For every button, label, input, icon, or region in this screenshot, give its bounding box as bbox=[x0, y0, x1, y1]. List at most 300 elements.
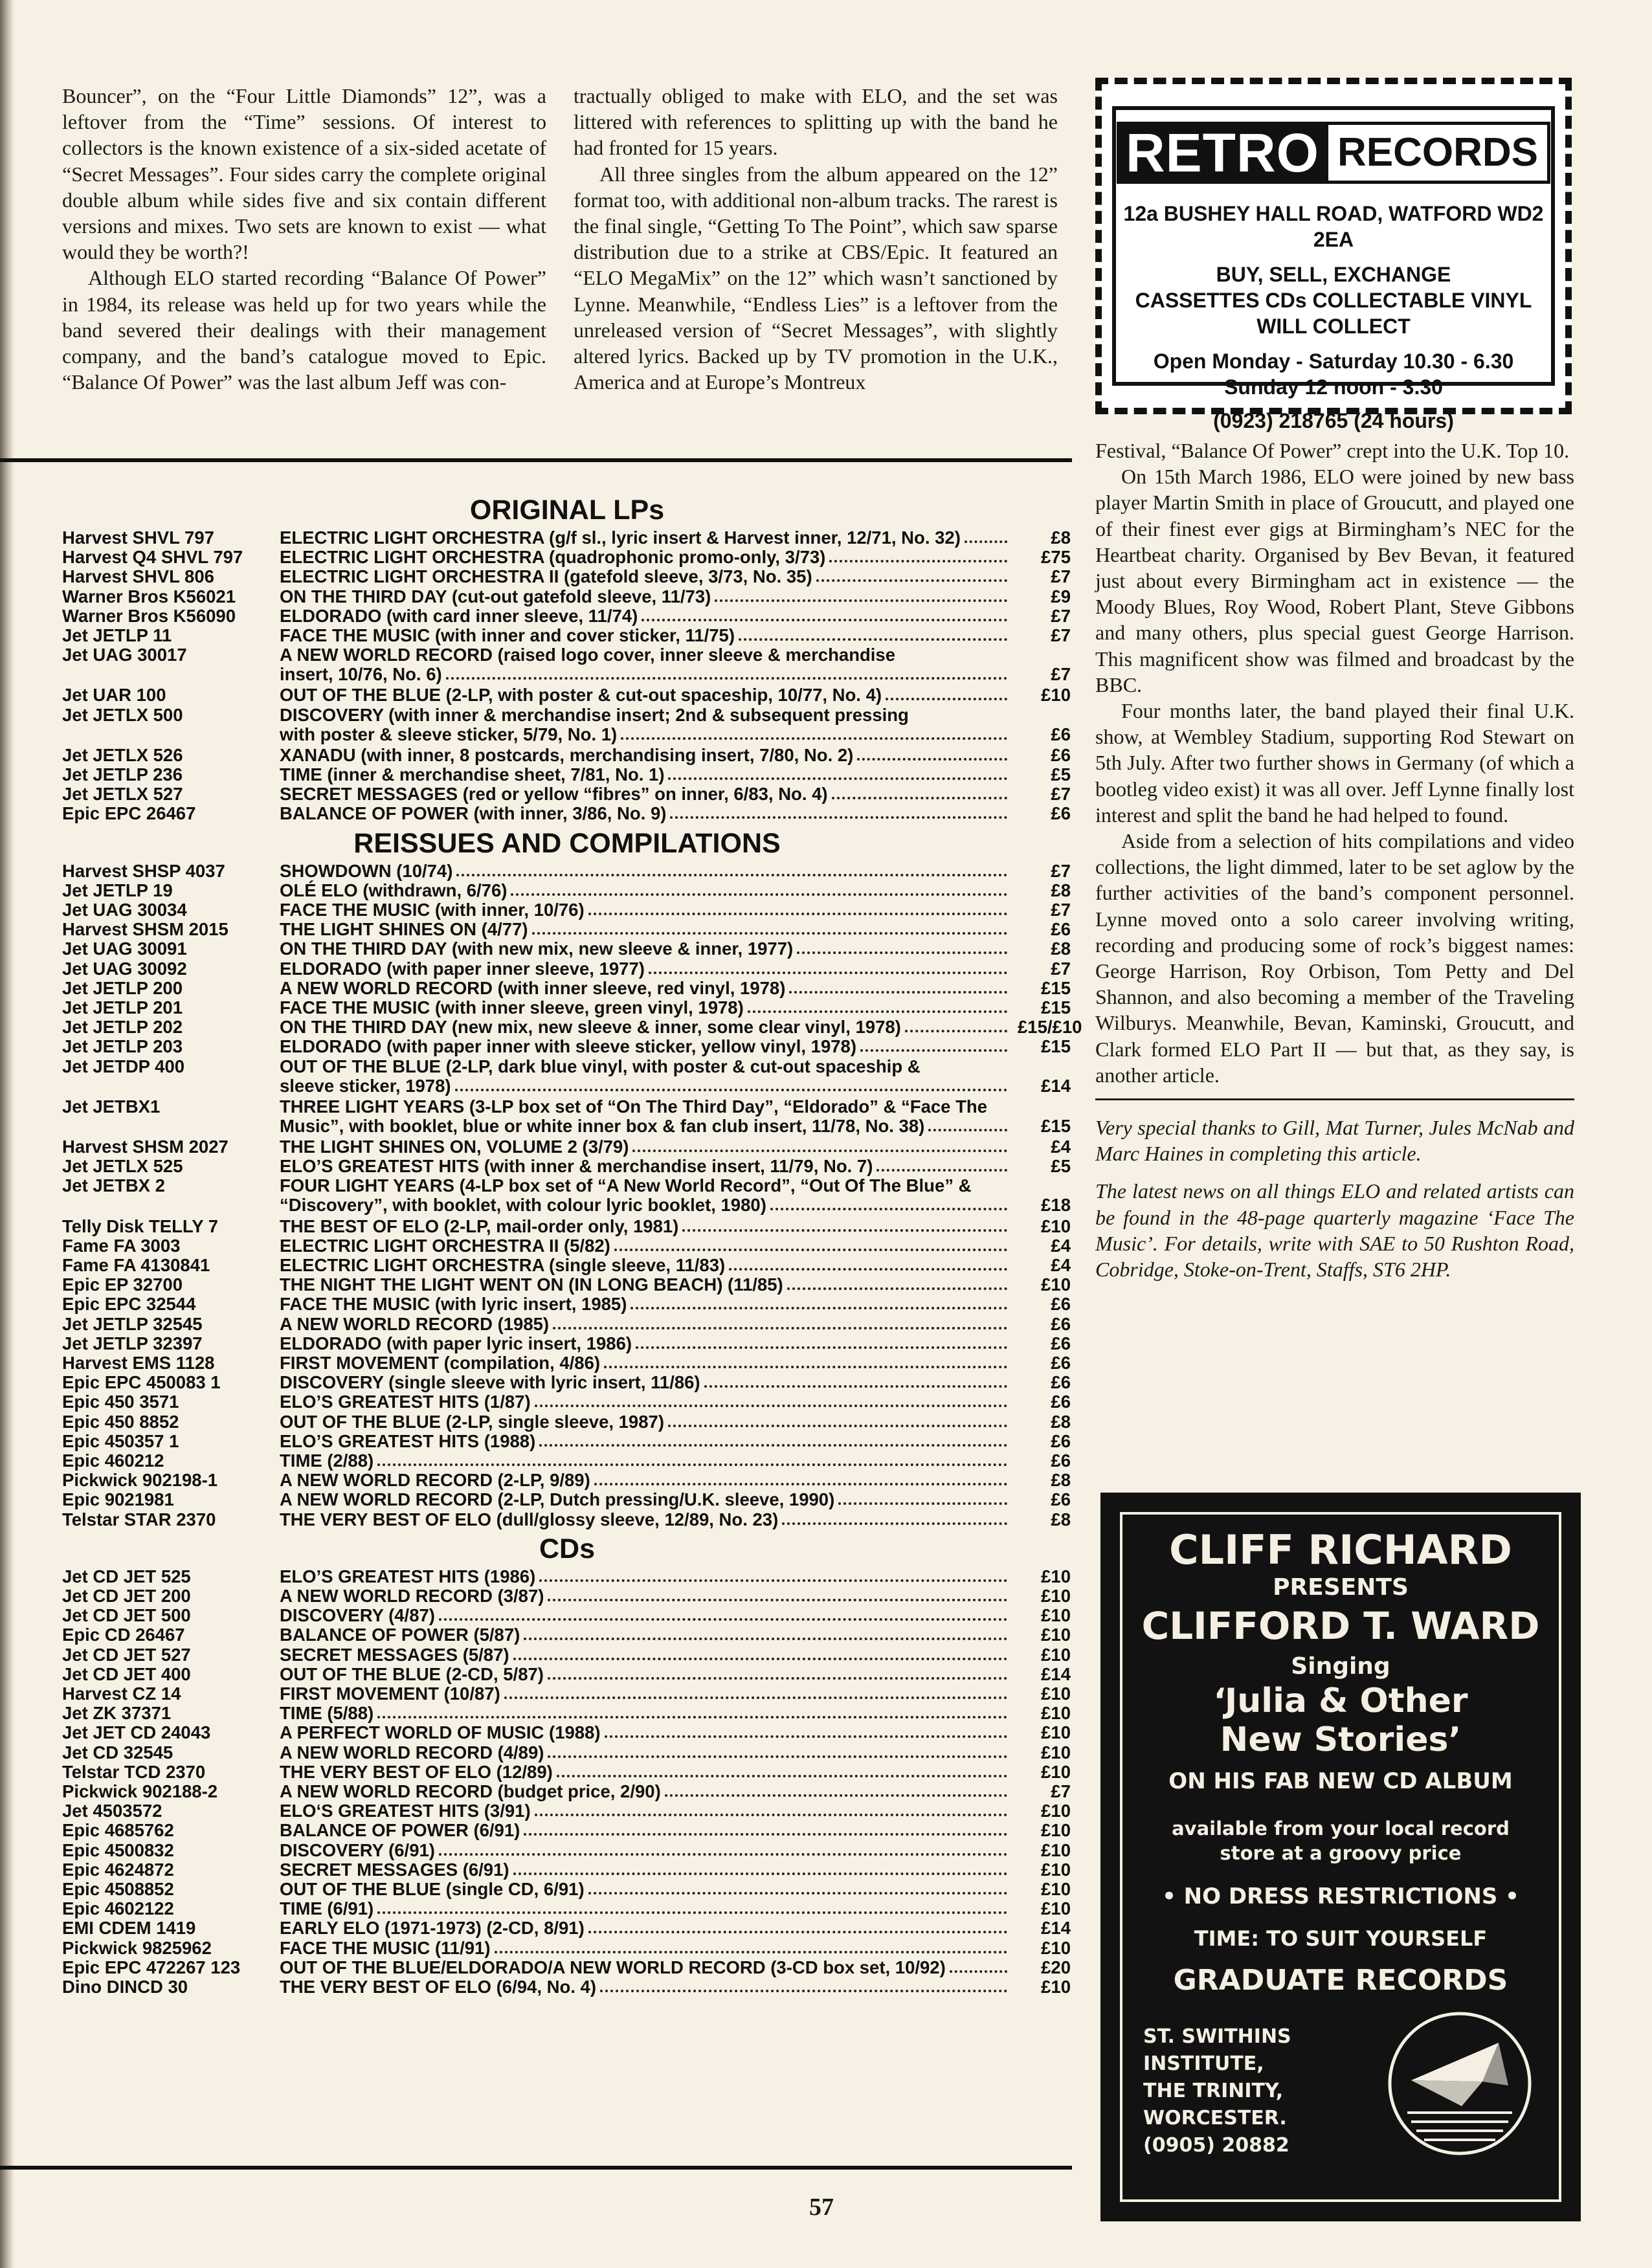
release-description bbox=[280, 528, 1011, 548]
release-title: SECRET MESSAGES (red or yellow “fibres” on inner, 6/83, No. 4) bbox=[280, 784, 828, 805]
price: £18 bbox=[1041, 1195, 1071, 1216]
release-title: TIME (inner & merchandise sheet, 7/81, No. 1) bbox=[280, 764, 665, 784]
fanzine-note: The latest news on all things ELO and related artists can be found in the 48-page quarterly magazine ‘Face The Music’. For details, write with SAE to 50 Rushton Road, Cobridge, Stoke-on-Trent, Staffs, ST6 2HP. bbox=[1095, 1179, 1574, 1282]
dot-leader bbox=[557, 1775, 1007, 1777]
dot-leader bbox=[539, 1444, 1007, 1447]
ad-time: TIME: TO SUIT YOURSELF bbox=[1194, 1926, 1488, 1951]
catalogue-number: Jet CD JET 525 bbox=[62, 1566, 191, 1586]
catalogue-number: Epic EP 32700 bbox=[62, 1274, 183, 1295]
price: £10 bbox=[1041, 1722, 1071, 1743]
release-description bbox=[280, 1451, 1011, 1471]
release-title: OUT OF THE BLUE/ELDORADO/A NEW WORLD RECORD (3-CD box set, 10/92) bbox=[280, 1957, 946, 1977]
price: £10 bbox=[1041, 1605, 1071, 1626]
ad-artist: CLIFFORD T. WARD bbox=[1141, 1604, 1540, 1648]
release-description bbox=[280, 1490, 1011, 1509]
price: £15 bbox=[1041, 997, 1071, 1017]
dot-leader bbox=[535, 1814, 1007, 1816]
price: £10 bbox=[1041, 1703, 1071, 1724]
catalogue-number: Epic CD 26467 bbox=[62, 1625, 185, 1645]
ad-details bbox=[1116, 201, 1551, 434]
release-description bbox=[280, 1017, 1011, 1037]
ad-availability: store at a groovy price bbox=[1220, 1842, 1462, 1864]
price: £6 bbox=[1051, 1489, 1071, 1510]
price: £14 bbox=[1041, 1663, 1071, 1684]
release-description bbox=[280, 548, 1011, 567]
dot-leader bbox=[668, 1425, 1007, 1427]
price: £4 bbox=[1051, 1137, 1071, 1157]
dot-leader bbox=[668, 777, 1007, 780]
catalogue-number: Dino DINCD 30 bbox=[62, 1977, 188, 1997]
release-title: ELECTRIC LIGHT ORCHESTRA (quadrophonic promo-only, 3/73) bbox=[280, 547, 826, 568]
dot-leader bbox=[605, 1735, 1007, 1738]
release-description bbox=[280, 765, 1011, 784]
dot-leader bbox=[377, 1463, 1007, 1466]
catalogue-number: EMI CDEM 1419 bbox=[62, 1918, 196, 1939]
release-description bbox=[280, 1801, 1011, 1821]
catalogue-number: Jet ZK 37371 bbox=[62, 1703, 172, 1724]
dot-leader bbox=[704, 1385, 1007, 1388]
dot-leader bbox=[548, 1599, 1007, 1601]
release-description bbox=[280, 1880, 1011, 1899]
release-title: THREE LIGHT YEARS (3-LP box set of “On The Third Day”, “Eldorado” & “Face The bbox=[280, 1096, 988, 1117]
dot-leader bbox=[670, 816, 1007, 819]
article-paragraph: Festival, “Balance Of Power” crept into the U.K. Top 10. bbox=[1095, 439, 1570, 462]
release-title: ELDORADO (with card inner sleeve, 11/74) bbox=[280, 605, 638, 626]
catalogue-number: Jet JETLX 500 bbox=[62, 704, 183, 725]
price: £7 bbox=[1051, 958, 1071, 979]
dot-leader bbox=[513, 1873, 1007, 1875]
release-details: Music”, with booklet, blue or white inner box & fan club insert, 11/78, No. 38) bbox=[280, 1115, 925, 1136]
binding-shadow bbox=[0, 0, 14, 2268]
catalogue-number: Jet UAR 100 bbox=[62, 685, 166, 706]
release-title: FACE THE MUSIC (with inner and cover sticker, 11/75) bbox=[280, 625, 735, 645]
section-heading: ORIGINAL LPs bbox=[469, 495, 665, 526]
price: £10 bbox=[1041, 1937, 1071, 1958]
retro-logo bbox=[1116, 122, 1551, 184]
price: £15 bbox=[1041, 1115, 1071, 1136]
release-description bbox=[280, 1353, 1011, 1373]
catalogue-number: Harvest SHVL 797 bbox=[62, 528, 214, 548]
section-rule bbox=[0, 458, 1072, 462]
catalogue-number: Epic 9021981 bbox=[62, 1489, 174, 1510]
catalogue-number: Epic 4602122 bbox=[62, 1898, 174, 1919]
release-title: FACE THE MUSIC (with inner sleeve, green vinyl, 1978) bbox=[280, 997, 744, 1017]
ad-phone: (0923) 218765 (24 hours) bbox=[1213, 409, 1454, 432]
price: £14 bbox=[1041, 1918, 1071, 1939]
article-paragraph: Bouncer”, on the “Four Little Diamonds” 12”, was a leftover from the “Time” sessions. Of interest to collectors is the known existence of a six-sided acetate of “Secret Messages”. Four sides carry the complete original double album while sides five and six contain different versions and mixes. Two sets are known to exist — what would they be worth?! bbox=[62, 84, 546, 264]
release-description bbox=[280, 1684, 1011, 1704]
article-paragraph: On 15th March 1986, ELO were joined by new bass player Martin Smith in place of Groucutt, and played one of their finest ever gigs at Birmingham’s NEC for the Heartbeat charity. Organised by Bev Bevan, it featured just about every Birmingham act in existence — the Moody Blues, Roy Wood, Robert Plant, Steve Gibbons and many others, plus special guest George Harrison. This magnificent show was filmed and broadcast by the BBC. bbox=[1095, 465, 1574, 696]
address-line: ST. SWITHINS bbox=[1143, 2025, 1291, 2048]
release-description bbox=[280, 1899, 1011, 1918]
dot-leader bbox=[511, 893, 1007, 896]
article-column-3 bbox=[1095, 438, 1574, 1294]
release-title: OUT OF THE BLUE (2-CD, 5/87) bbox=[280, 1663, 544, 1684]
price: £6 bbox=[1051, 1294, 1071, 1315]
catalogue-number: Jet JETLP 200 bbox=[62, 977, 183, 998]
release-description bbox=[280, 998, 1011, 1017]
price: £6 bbox=[1051, 1372, 1071, 1393]
ad-singing: Singing bbox=[1291, 1653, 1390, 1680]
release-description bbox=[280, 626, 1011, 645]
dot-leader bbox=[614, 1249, 1007, 1251]
price: £8 bbox=[1051, 1470, 1071, 1491]
catalogue-number: Jet JETLP 11 bbox=[62, 625, 172, 645]
catalogue-number: Epic 4624872 bbox=[62, 1859, 174, 1880]
ad-address bbox=[1143, 2023, 1291, 2159]
release-description bbox=[280, 685, 1011, 705]
catalogue-number: Jet JETLP 32545 bbox=[62, 1313, 203, 1334]
release-title: ELECTRIC LIGHT ORCHESTRA (g/f sl., lyric insert & Harvest inner, 12/71, No. 32) bbox=[280, 528, 961, 548]
price: £6 bbox=[1051, 1313, 1071, 1334]
catalogue-number: Pickwick 902198-1 bbox=[62, 1470, 218, 1491]
catalogue-number: Epic 4508852 bbox=[62, 1879, 174, 1899]
bottom-rule bbox=[0, 2166, 1072, 2170]
dot-leader bbox=[770, 1208, 1007, 1210]
ad-presents: PRESENTS bbox=[1273, 1574, 1409, 1601]
ad-album-note: ON HIS FAB NEW CD ALBUM bbox=[1168, 1768, 1513, 1794]
catalogue-number: Pickwick 9825962 bbox=[62, 1937, 212, 1958]
price: £14 bbox=[1041, 1075, 1071, 1096]
cliff-richard-ad bbox=[1100, 1493, 1581, 2221]
ad-headline: CLIFF RICHARD bbox=[1169, 1526, 1512, 1573]
price: £10 bbox=[1041, 1840, 1071, 1860]
release-title: A NEW WORLD RECORD (2-LP, Dutch pressing/U.K. sleeve, 1990) bbox=[280, 1489, 835, 1510]
dot-leader bbox=[965, 540, 1007, 543]
article-paragraph: All three singles from the album appeared on the 12” format too, with additional non-album tracks. The rarest is the final single, “Getting To The Point”, which saw sparse distribution due to a strike at CBS/Epic. It featured an “ELO MegaMix” on the 12” which wasn’t sanctioned by Lynne. Meanwhile, “Endless Lies” is a leftover from the unreleased version of “Secret Messages”, with slightly altered lyrics. Backed up by TV promotion in the U.K., America and at Europe’s Montreux bbox=[574, 162, 1058, 394]
release-description bbox=[280, 1315, 1011, 1334]
release-description bbox=[280, 1373, 1011, 1392]
release-title: BALANCE OF POWER (with inner, 3/86, No. 9) bbox=[280, 803, 667, 824]
release-description bbox=[280, 1782, 1011, 1801]
release-title: THE LIGHT SHINES ON (4/77) bbox=[280, 919, 528, 940]
release-title: FIRST MOVEMENT (10/87) bbox=[280, 1684, 500, 1704]
dot-leader bbox=[682, 1229, 1007, 1232]
dot-leader bbox=[876, 1169, 1007, 1172]
release-title: THE VERY BEST OF ELO (12/89) bbox=[280, 1761, 553, 1782]
release-title: ELO’S GREATEST HITS (1/87) bbox=[280, 1392, 531, 1412]
price: £7 bbox=[1051, 625, 1071, 645]
address-line: THE TRINITY, bbox=[1143, 2080, 1284, 2102]
price: £6 bbox=[1051, 1451, 1071, 1471]
catalogue-number: Warner Bros K56090 bbox=[62, 605, 236, 626]
catalogue-number: Jet JETDP 400 bbox=[62, 1056, 185, 1076]
dot-leader bbox=[439, 1853, 1007, 1856]
release-title: OLÉ ELO (withdrawn, 6/76) bbox=[280, 880, 508, 900]
catalogue-number: Epic EPC 26467 bbox=[62, 803, 196, 824]
dot-leader bbox=[782, 1522, 1007, 1525]
release-title: FIRST MOVEMENT (compilation, 4/86) bbox=[280, 1353, 601, 1373]
release-title: ELDORADO (with paper lyric insert, 1986) bbox=[280, 1333, 632, 1353]
dot-leader bbox=[446, 677, 1007, 680]
dot-leader bbox=[797, 951, 1007, 954]
price: £6 bbox=[1051, 744, 1071, 765]
dot-leader bbox=[604, 1366, 1007, 1368]
dot-leader bbox=[548, 1755, 1007, 1758]
release-title: THE VERY BEST OF ELO (dull/glossy sleeve, 12/89, No. 23) bbox=[280, 1509, 779, 1529]
catalogue-number: Jet CD JET 500 bbox=[62, 1605, 191, 1626]
price: £7 bbox=[1051, 605, 1071, 626]
dot-leader bbox=[748, 1010, 1007, 1013]
release-description bbox=[280, 1137, 1011, 1157]
release-title: A NEW WORLD RECORD (4/89) bbox=[280, 1742, 544, 1762]
price: £9 bbox=[1051, 586, 1071, 606]
release-title: BALANCE OF POWER (6/91) bbox=[280, 1820, 520, 1841]
release-description bbox=[280, 1723, 1011, 1742]
price: £6 bbox=[1051, 724, 1071, 744]
catalogue-number: Epic 450 8852 bbox=[62, 1411, 179, 1432]
release-description bbox=[280, 1334, 1011, 1353]
dot-leader bbox=[513, 1658, 1007, 1660]
release-title: TIME (5/88) bbox=[280, 1703, 374, 1724]
dot-leader bbox=[860, 1049, 1007, 1052]
release-title: A NEW WORLD RECORD (2-LP, 9/89) bbox=[280, 1470, 590, 1491]
credits bbox=[1095, 1115, 1574, 1282]
catalogue-number: Jet 4503572 bbox=[62, 1801, 162, 1821]
catalogue-number: Jet JETLP 201 bbox=[62, 997, 183, 1017]
release-details: with poster & sleeve sticker, 5/79, No. 1) bbox=[280, 724, 618, 744]
release-title: SECRET MESSAGES (6/91) bbox=[280, 1859, 509, 1880]
dot-leader bbox=[642, 619, 1007, 621]
article-paragraph: Although ELO started recording “Balance Of Power” in 1984, its release was held up for two years while the band severed their dealings with their management company, and the band’s catalogue moved to Epic. “Balance Of Power” was the last album Jeff was con- bbox=[62, 266, 546, 394]
catalogue-number: Jet JETLP 203 bbox=[62, 1036, 183, 1057]
catalogue-number: Pickwick 902188-2 bbox=[62, 1781, 218, 1801]
release-title: FACE THE MUSIC (with inner, 10/76) bbox=[280, 900, 585, 920]
dot-leader bbox=[504, 1696, 1007, 1699]
price: £10 bbox=[1041, 1801, 1071, 1821]
article-column-1 bbox=[62, 83, 546, 395]
dot-leader bbox=[950, 1970, 1007, 1973]
release-description bbox=[280, 1392, 1011, 1412]
release-description bbox=[280, 1939, 1011, 1958]
release-title: ELO’S GREATEST HITS (with inner & merchandise insert, 11/79, No. 7) bbox=[280, 1156, 873, 1177]
catalogue-number: Jet UAG 30092 bbox=[62, 958, 187, 979]
price: £10 bbox=[1041, 1820, 1071, 1841]
catalogue-number: Epic 4500832 bbox=[62, 1840, 174, 1860]
dot-leader bbox=[524, 1638, 1007, 1640]
catalogue-number: Telstar TCD 2370 bbox=[62, 1761, 206, 1782]
price: £10 bbox=[1041, 1216, 1071, 1236]
catalogue-number: Jet CD JET 200 bbox=[62, 1586, 191, 1606]
dot-leader bbox=[729, 1268, 1007, 1271]
address-line: WORCESTER. bbox=[1143, 2107, 1287, 2129]
release-title: ELO‘S GREATEST HITS (3/91) bbox=[280, 1801, 531, 1821]
dot-leader bbox=[832, 797, 1007, 799]
release-title: FOUR LIGHT YEARS (4-LP box set of “A New World Record”, “Out Of The Blue” & bbox=[280, 1175, 972, 1196]
release-title: ELDORADO (with paper inner sleeve, 1977) bbox=[280, 958, 645, 979]
dot-leader bbox=[439, 1618, 1007, 1621]
price: £8 bbox=[1051, 1509, 1071, 1529]
release-title: ELO’S GREATEST HITS (1986) bbox=[280, 1566, 536, 1586]
dot-leader bbox=[857, 758, 1007, 761]
logo-records: RECORDS bbox=[1328, 122, 1550, 184]
price: £8 bbox=[1051, 880, 1071, 900]
catalogue-number: Epic 4685762 bbox=[62, 1820, 174, 1841]
release-title: FACE THE MUSIC (11/91) bbox=[280, 1937, 491, 1958]
price: £10 bbox=[1041, 1644, 1071, 1665]
ad-availability: available from your local record bbox=[1172, 1818, 1510, 1840]
release-description bbox=[280, 1762, 1011, 1782]
release-title: ELECTRIC LIGHT ORCHESTRA (single sleeve, 11/83) bbox=[280, 1255, 726, 1275]
release-title: A PERFECT WORLD OF MUSIC (1988) bbox=[280, 1722, 601, 1743]
price: £4 bbox=[1051, 1235, 1071, 1256]
release-description bbox=[280, 746, 1011, 765]
price: £8 bbox=[1051, 1411, 1071, 1432]
release-description bbox=[280, 1625, 1011, 1645]
price: £15/£10 bbox=[1018, 1017, 1082, 1038]
release-title: ELECTRIC LIGHT ORCHESTRA II (5/82) bbox=[280, 1235, 610, 1256]
release-title: DISCOVERY (single sleeve with lyric insert, 11/86) bbox=[280, 1372, 700, 1393]
release-description bbox=[280, 784, 1011, 804]
dot-leader bbox=[455, 1089, 1007, 1091]
release-title: EARLY ELO (1971-1973) (2-CD, 8/91) bbox=[280, 1918, 585, 1939]
price: £20 bbox=[1041, 1957, 1071, 1977]
dot-leader bbox=[739, 638, 1007, 641]
dot-leader bbox=[588, 913, 1007, 915]
release-title: ON THE THIRD DAY (with new mix, new sleeve & inner, 1977) bbox=[280, 939, 794, 959]
dot-leader bbox=[636, 1346, 1007, 1349]
price: £5 bbox=[1051, 1156, 1071, 1177]
ad-line: WILL COLLECT bbox=[1256, 315, 1411, 338]
release-description bbox=[280, 1567, 1011, 1586]
ad-line: CASSETTES CDs COLLECTABLE VINYL bbox=[1135, 289, 1532, 312]
release-description bbox=[280, 939, 1011, 959]
release-title: SHOWDOWN (10/74) bbox=[280, 860, 453, 881]
release-description bbox=[280, 1157, 1011, 1176]
dot-leader bbox=[377, 1716, 1007, 1718]
dot-leader bbox=[456, 874, 1007, 876]
catalogue-number: Fame FA 3003 bbox=[62, 1235, 181, 1256]
dot-leader bbox=[532, 932, 1007, 935]
release-description bbox=[280, 1665, 1011, 1684]
release-description bbox=[280, 1606, 1011, 1625]
graduate-records-logo-icon bbox=[1385, 2009, 1534, 2158]
catalogue-number: Jet JETLP 236 bbox=[62, 764, 183, 784]
dot-leader bbox=[524, 1833, 1007, 1836]
release-title: ON THE THIRD DAY (cut-out gatefold sleeve, 11/73) bbox=[280, 586, 711, 606]
ad-address: 12a BUSHEY HALL ROAD, WATFORD WD2 2EA bbox=[1123, 202, 1544, 251]
release-title: BALANCE OF POWER (5/87) bbox=[280, 1625, 520, 1645]
price: £8 bbox=[1051, 939, 1071, 959]
catalogue-number: Epic EPC 450083 1 bbox=[62, 1372, 221, 1393]
release-description bbox=[280, 1841, 1011, 1860]
dot-leader bbox=[495, 1951, 1008, 1953]
release-description bbox=[280, 1821, 1011, 1840]
dot-leader bbox=[838, 1502, 1007, 1505]
release-title: ON THE THIRD DAY (new mix, new sleeve & inner, some clear vinyl, 1978) bbox=[280, 1017, 901, 1038]
release-title: THE NIGHT THE LIGHT WENT ON (IN LONG BEACH) (11/85) bbox=[280, 1274, 783, 1295]
price: £5 bbox=[1051, 764, 1071, 784]
divider bbox=[1095, 1096, 1574, 1100]
price: £10 bbox=[1041, 1977, 1071, 1997]
dot-leader bbox=[594, 1483, 1007, 1485]
release-title: DISCOVERY (4/87) bbox=[280, 1605, 435, 1626]
catalogue-number: Epic 450 3571 bbox=[62, 1392, 179, 1412]
release-description bbox=[280, 1217, 1011, 1236]
article-paragraph: tractually obliged to make with ELO, and the set was littered with references to splitting up with the band he had fronted for 15 years. bbox=[574, 84, 1058, 160]
price: £10 bbox=[1041, 1566, 1071, 1586]
release-description bbox=[280, 1704, 1011, 1723]
release-description bbox=[280, 979, 1011, 998]
catalogue-number: Jet JETBX 2 bbox=[62, 1175, 165, 1196]
catalogue-number: Jet UAG 30091 bbox=[62, 939, 187, 959]
price: £6 bbox=[1051, 1430, 1071, 1451]
catalogue-number: Harvest CZ 14 bbox=[62, 1684, 181, 1704]
dot-leader bbox=[553, 1327, 1007, 1329]
release-description bbox=[280, 587, 1011, 606]
catalogue-number: Fame FA 4130841 bbox=[62, 1255, 210, 1275]
catalogue-number: Jet UAG 30034 bbox=[62, 900, 187, 920]
catalogue-number: Harvest EMS 1128 bbox=[62, 1353, 215, 1373]
release-title: ELECTRIC LIGHT ORCHESTRA II (gatefold sleeve, 3/73, No. 35) bbox=[280, 566, 812, 587]
catalogue-number: Epic EPC 32544 bbox=[62, 1294, 196, 1315]
price: £10 bbox=[1041, 1879, 1071, 1899]
release-description bbox=[280, 606, 1011, 626]
ad-hours: Open Monday - Saturday 10.30 - 6.30 bbox=[1153, 350, 1514, 373]
release-description bbox=[280, 567, 1011, 586]
price: £10 bbox=[1041, 1586, 1071, 1606]
price: £7 bbox=[1051, 860, 1071, 881]
article-paragraph: Aside from a selection of hits compilations and video collections, the light dimmed, later to be set aglow by the further activities of the band’s component personnel. Lynne moved onto a solo career involving writing, recording and producing some of rock’s biggest names: George Harrison, Roy Orbison, Tom Petty and Del Shannon, and also becoming a member of the Traveling Wilburys. Meanwhile, Bevan, Kaminski, Groucutt, and Clark formed ELO Part II — but that, as they say, is another article. bbox=[1095, 829, 1574, 1087]
ad-frame bbox=[1112, 106, 1555, 432]
dot-leader bbox=[787, 1287, 1007, 1290]
price: £10 bbox=[1041, 1859, 1071, 1880]
catalogue-number: Jet JETBX1 bbox=[62, 1096, 161, 1117]
catalogue-number: Harvest SHSM 2027 bbox=[62, 1137, 229, 1157]
release-description bbox=[280, 1977, 1011, 1997]
release-title: A NEW WORLD RECORD (1985) bbox=[280, 1313, 550, 1334]
catalogue-number: Jet JET CD 24043 bbox=[62, 1722, 211, 1743]
dot-leader bbox=[928, 1129, 1007, 1131]
release-title: SECRET MESSAGES (5/87) bbox=[280, 1644, 509, 1665]
release-title: OUT OF THE BLUE (2-LP, with poster & cut-out spaceship, 10/77, No. 4) bbox=[280, 685, 882, 706]
release-title: THE LIGHT SHINES ON, VOLUME 2 (3/79) bbox=[280, 1137, 629, 1157]
dot-leader bbox=[789, 991, 1007, 994]
release-description bbox=[280, 1743, 1011, 1762]
catalogue-number: Jet CD JET 527 bbox=[62, 1644, 191, 1665]
dot-leader bbox=[588, 1892, 1007, 1895]
price: £6 bbox=[1051, 803, 1071, 824]
catalogue-number: Jet JETLX 527 bbox=[62, 784, 183, 805]
price: £7 bbox=[1051, 566, 1071, 587]
dot-leader bbox=[621, 737, 1007, 740]
catalogue-number: Jet UAG 30017 bbox=[62, 645, 187, 665]
price: £6 bbox=[1051, 1353, 1071, 1373]
release-description bbox=[280, 1645, 1011, 1665]
price: £6 bbox=[1051, 1333, 1071, 1353]
ad-album-title: ‘Julia & Other bbox=[1213, 1682, 1468, 1720]
release-details: “Discovery”, with booklet, with colour lyric booklet, 1980) bbox=[280, 1195, 766, 1216]
release-description bbox=[280, 862, 1011, 881]
release-description bbox=[280, 1275, 1011, 1295]
release-description bbox=[280, 804, 1011, 823]
release-title: DISCOVERY (6/91) bbox=[280, 1840, 435, 1860]
price: £15 bbox=[1041, 1036, 1071, 1057]
ad-store-name: GRADUATE RECORDS bbox=[1173, 1964, 1508, 1997]
ad-hours: Sunday 12 noon - 3.30 bbox=[1224, 375, 1443, 399]
retro-records-ad bbox=[1095, 78, 1572, 432]
price: £8 bbox=[1051, 528, 1071, 548]
price: £10 bbox=[1041, 1898, 1071, 1919]
release-title: THE VERY BEST OF ELO (6/94, No. 4) bbox=[280, 1977, 596, 1997]
release-title: DISCOVERY (with inner & merchandise insert; 2nd & subsequent pressing bbox=[280, 704, 909, 725]
page-number: 57 bbox=[809, 2194, 834, 2221]
release-description bbox=[280, 900, 1011, 920]
release-description bbox=[280, 1471, 1011, 1490]
article-column-2 bbox=[574, 83, 1058, 395]
release-description bbox=[280, 1412, 1011, 1432]
catalogue-number: Jet JETLX 526 bbox=[62, 744, 183, 765]
